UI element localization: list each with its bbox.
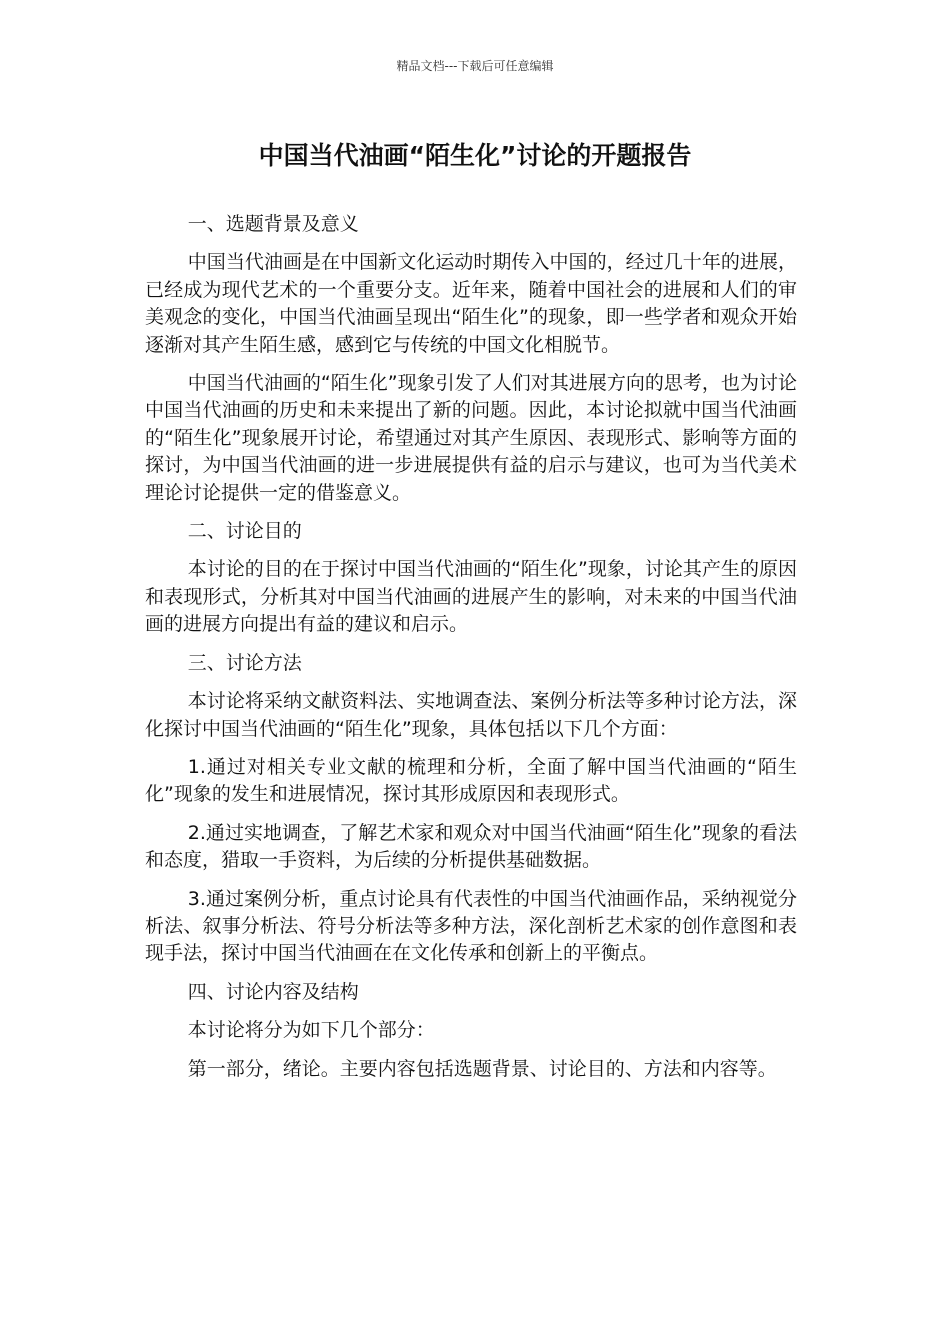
paragraph-method-item-1: 1.通过对相关专业文献的梳理和分析，全面了解中国当代油画的“陌生化”现象的发生和进展情况，探讨其形成原因和表现形式。 — [145, 755, 797, 806]
section-heading-structure: 四、讨论内容及结构 — [187, 980, 359, 1003]
section-heading-background: 一、选题背景及意义 — [187, 213, 359, 235]
document-body — [145, 211, 797, 1094]
paragraph-background-1: 中国当代油画是在中国新文化运动时期传入中国的，经过几十年的进展，已经成为现代艺术的一个重要分支。近年来，随着中国社会的进展和人们的审美观念的变化，中国当代油画呈现出“陌生化”的现象，即一些学者和观众开始逐渐对其产生陌生感，感到它与传统的中国文化相脱节。 — [145, 251, 797, 356]
paragraph-purpose: 本讨论的目的在于探讨中国当代油画的“陌生化”现象，讨论其产生的原因和表现形式，分析其对中国当代油画的进展产生的影响，对未来的中国当代油画的进展方向提出有益的建议和启示。 — [145, 558, 797, 636]
section-heading-method: 三、讨论方法 — [187, 651, 302, 674]
section-heading-purpose: 二、讨论目的 — [187, 520, 302, 543]
paragraph-method-intro: 本讨论将采纳文献资料法、实地调查法、案例分析法等多种讨论方法，深化探讨中国当代油画的“陌生化”现象，具体包括以下几个方面： — [145, 690, 797, 740]
paragraph-method-item-2: 2.通过实地调查，了解艺术家和观众对中国当代油画“陌生化”现象的看法和态度，猎取一手资料，为后续的分析提供基础数据。 — [145, 821, 797, 872]
paragraph-background-2: 中国当代油画的“陌生化”现象引发了人们对其进展方向的思考，也为讨论中国当代油画的历史和未来提出了新的问题。因此，本讨论拟就中国当代油画的“陌生化”现象展开讨论，希望通过对其产生原因、表现形式、影响等方面的探讨，为中国当代油画的进一步进展提供有益的启示与建议，也可为当代美术理论讨论提供一定的借鉴意义。 — [145, 372, 797, 504]
page-header-watermark: 精品文档---下载后可任意编辑 — [396, 59, 554, 73]
paragraph-structure-part-1: 第一部分，绪论。主要内容包括选题背景、讨论目的、方法和内容等。 — [187, 1057, 777, 1080]
paragraph-method-item-3: 3.通过案例分析，重点讨论具有代表性的中国当代油画作品，采纳视觉分析法、叙事分析法、符号分析法等多种方法，深化剖析艺术家的创作意图和表现手法，探讨中国当代油画在在文化传承和创新上的平衡点。 — [145, 887, 797, 965]
document-title: 中国当代油画“陌生化”讨论的开题报告 — [258, 141, 692, 170]
paragraph-structure-intro: 本讨论将分为如下几个部分： — [187, 1019, 435, 1042]
